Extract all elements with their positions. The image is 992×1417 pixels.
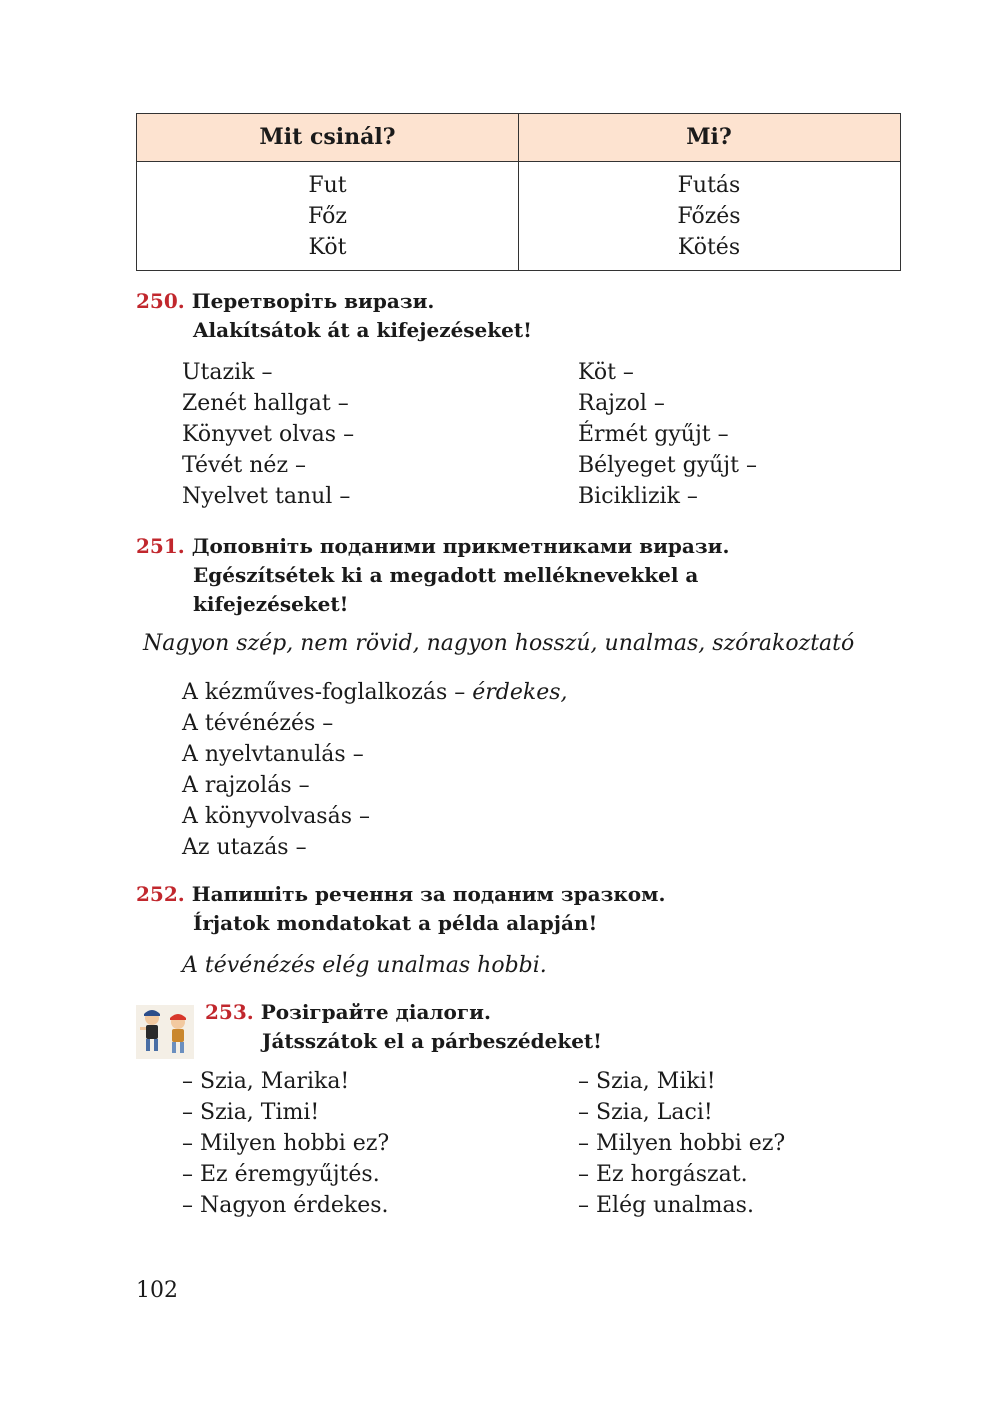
list-item: Utazik –	[182, 360, 273, 385]
list-item: Köt –	[578, 360, 634, 385]
example-sentence: A tévénézés elég unalmas hobbi.	[182, 953, 547, 978]
exercise-title-ua: Розіграйте діалоги.	[260, 1000, 491, 1024]
list-item: A rajzolás –	[182, 773, 310, 798]
exercise-title-ua: Перетворіть вирази.	[191, 289, 435, 313]
line-stem: A kézműves-foglalkozás –	[182, 680, 466, 705]
list-item: Tévét néz –	[182, 453, 307, 478]
table-cell: Kötés	[677, 235, 741, 260]
table-header-mit-csinal: Mit csinál?	[259, 124, 396, 150]
list-item	[182, 677, 568, 708]
example-answer: érdekes,	[472, 680, 568, 705]
table-cell: Főz	[308, 204, 347, 229]
exercise-title-ua: Доповніть поданими прикметниками вирази.	[191, 534, 730, 558]
list-item: A tévénézés –	[182, 711, 334, 736]
dialogue-line: – Nagyon érdekes.	[182, 1193, 389, 1218]
list-item: Könyvet olvas –	[182, 422, 355, 447]
exercise-title-hu-cont: kifejezéseket!	[193, 592, 349, 616]
list-item: Az utazás –	[182, 835, 307, 860]
dialogue-line: – Elég unalmas.	[578, 1193, 754, 1218]
exercise-number: 252.	[136, 882, 185, 906]
dialogue-line: – Ez éremgyűjtés.	[182, 1162, 380, 1187]
exercise-252-heading	[136, 880, 665, 938]
list-item: Érmét gyűjt –	[578, 422, 729, 447]
dialogue-line: – Szia, Miki!	[578, 1069, 716, 1094]
exercise-250-heading	[136, 287, 532, 345]
table-cell: Főzés	[677, 204, 741, 229]
table-column-verbs	[137, 170, 518, 263]
table-cell: Fut	[308, 173, 347, 198]
children-playing-icon	[136, 1005, 194, 1059]
list-item: Biciklizik –	[578, 484, 698, 509]
dialogue-line: – Milyen hobbi ez?	[578, 1131, 786, 1156]
list-item: A nyelvtanulás –	[182, 742, 364, 767]
list-item: Bélyeget gyűjt –	[578, 453, 757, 478]
dialogue-line: – Szia, Marika!	[182, 1069, 350, 1094]
exercise-title-hu: Írjatok mondatokat a példa alapján!	[193, 911, 598, 935]
table-column-nouns	[518, 170, 900, 263]
page-number: 102	[136, 1278, 178, 1303]
exercise-number: 253.	[205, 1000, 254, 1024]
exercise-251-heading	[136, 532, 729, 619]
list-item: Rajzol –	[578, 391, 665, 416]
list-item: Nyelvet tanul –	[182, 484, 351, 509]
dialogue-line: – Szia, Timi!	[182, 1100, 320, 1125]
dialogue-line: – Ez horgászat.	[578, 1162, 748, 1187]
exercise-title-hu: Alakítsátok át a kifejezéseket!	[193, 318, 532, 342]
exercise-title-hu: Játsszátok el a párbeszédeket!	[262, 1029, 602, 1053]
word-bank: Nagyon szép, nem rövid, nagyon hosszú, unalmas, szórakoztató	[143, 631, 855, 656]
table-cell: Futás	[677, 173, 741, 198]
dialogue-left	[182, 1066, 389, 1221]
dialogue-line: – Milyen hobbi ez?	[182, 1131, 390, 1156]
dialogue-right	[578, 1066, 785, 1221]
verb-noun-table	[136, 113, 901, 271]
exercise-251-lines	[182, 677, 568, 863]
exercise-title-ua: Напишіть речення за поданим зразком.	[191, 882, 666, 906]
list-item: A könyvolvasás –	[182, 804, 370, 829]
exercise-250-right-column	[578, 357, 757, 512]
exercise-number: 251.	[136, 534, 185, 558]
exercise-250-left-column	[182, 357, 354, 512]
list-item: Zenét hallgat –	[182, 391, 349, 416]
exercise-title-hu: Egészítsétek ki a megadott melléknevekkel a	[193, 563, 699, 587]
exercise-number: 250.	[136, 289, 185, 313]
table-header-mi: Mi?	[686, 124, 732, 150]
dialogue-line: – Szia, Laci!	[578, 1100, 713, 1125]
exercise-253-heading	[205, 998, 602, 1056]
table-cell: Köt	[308, 235, 347, 260]
